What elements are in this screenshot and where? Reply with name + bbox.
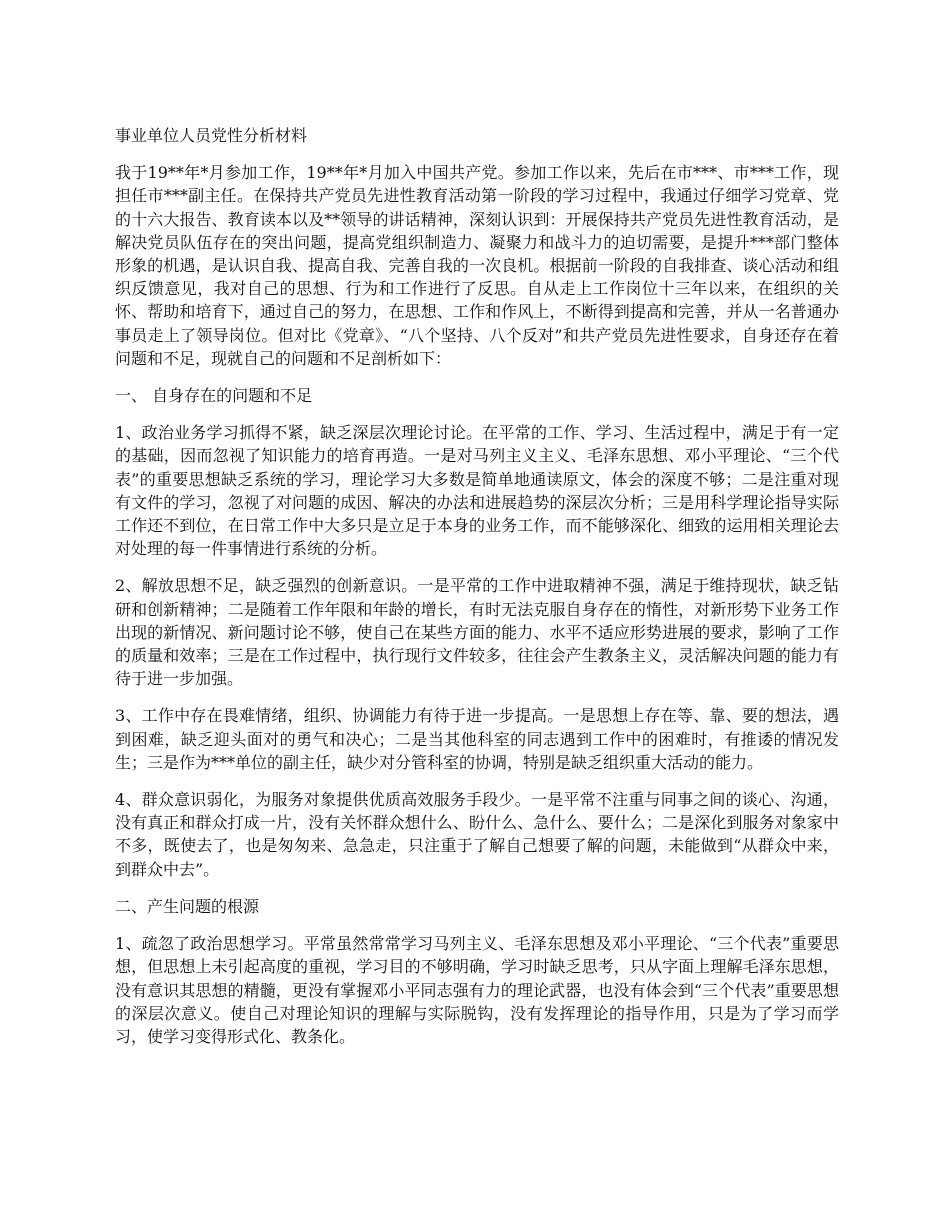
document-page xyxy=(115,124,839,1062)
section-2-item-1: 1、疏忽了政治思想学习。平常虽然常常学习马列主义、毛泽东思想及邓小平理论、“三个代表”重要思想，但思想上未引起高度的重视，学习目的不够明确，学习时缺乏思考，只从字面上理解毛泽东思想，没有意识其思想的精髓，更没有掌握邓小平同志强有力的理论武器，也没有体会到“三个代表”重要思想的深层次意义。使自己对理论知识的理解与实际脱钩，没有发挥理论的指导作用，只是为了学习而学习，使学习变得形式化、教条化。 xyxy=(115,934,839,1046)
document-title: 事业单位人员党性分析材料 xyxy=(115,126,308,145)
section-1-item-3: 3、工作中存在畏难情绪，组织、协调能力有待于进一步提高。一是思想上存在等、靠、要的想法，遇到困难，缺乏迎头面对的勇气和决心；二是当其他科室的同志遇到工作中的困难时，有推诿的情况发生；三是作为***单位的副主任，缺少对分管科室的协调，特别是缺乏组织重大活动的能力。 xyxy=(115,706,839,772)
section-2-heading: 二、产生问题的根源 xyxy=(115,896,260,916)
section-1-item-4: 4、群众意识弱化，为服务对象提供优质高效服务手段少。一是平常不注重与同事之间的谈心、沟通，没有真正和群众打成一片，没有关怀群众想什么、盼什么、急什么、要什么；二是深化到服务对象家中不多，既使去了，也是匆匆来、急急走，只注重于了解自己想要了解的问题，未能做到“从群众中来，到群众中去”。 xyxy=(115,790,839,879)
section-1-heading: 一、 自身存在的问题和不足 xyxy=(115,386,313,406)
section-1-item-1: 1、政治业务学习抓得不紧，缺乏深层次理论讨论。在平常的工作、学习、生活过程中，满足于有一定的基础，因而忽视了知识能力的培育再造。一是对马列主义主义、毛泽东思想、邓小平理论、“三个代表”的重要思想缺乏系统的学习，理论学习大多数是简单地通读原文，体会的深度不够；二是注重对现有文件的学习，忽视了对问题的成因、解决的办法和进展趋势的深层次分析；三是用科学理论指导实际工作还不到位，在日常工作中大多只是立足于本身的业务工作，而不能够深化、细致的运用相关理论去对处理的每一件事情进行系统的分析。 xyxy=(115,423,839,559)
intro-paragraph: 我于19**年*月参加工作，19**年*月加入中国共产党。参加工作以来，先后在市***、市***工作，现担任市***副主任。在保持共产党员先进性教育活动第一阶段的学习过程中，我通过仔细学习党章、党的十六大报告、教育读本以及**领导的讲话精神，深刻认识到：开展保持共产党员先进性教育活动，是解决党员队伍存在的突出问题，提高党组织制造力、凝聚力和战斗力的迫切需要，是提升***部门整体形象的机遇，是认识自我、提高自我、完善自我的一次良机。根据前一阶段的自我排查、谈心活动和组织反馈意见，我对自己的思想、行为和工作进行了反思。自从走上工作岗位十三年以来，在组织的关怀、帮助和培育下，通过自己的努力，在思想、工作和作风上，不断得到提高和完善，并从一名普通办事员走上了领导岗位。但对比《党章》、“八个坚持、八个反对”和共产党员先进性要求，自身还存在着问题和不足，现就自己的问题和不足剖析如下： xyxy=(115,163,839,368)
section-1-item-2: 2、解放思想不足，缺乏强烈的创新意识。一是平常的工作中进取精神不强，满足于维持现状，缺乏钻研和创新精神；二是随着工作年限和年龄的增长，有时无法克服自身存在的惰性，对新形势下业务工作出现的新情况、新问题讨论不够，使自己在某些方面的能力、水平不适应形势进展的要求，影响了工作的质量和效率；三是在工作过程中，执行现行文件较多，往往会产生教条主义，灵活解决问题的能力有待于进一步加强。 xyxy=(115,576,839,689)
